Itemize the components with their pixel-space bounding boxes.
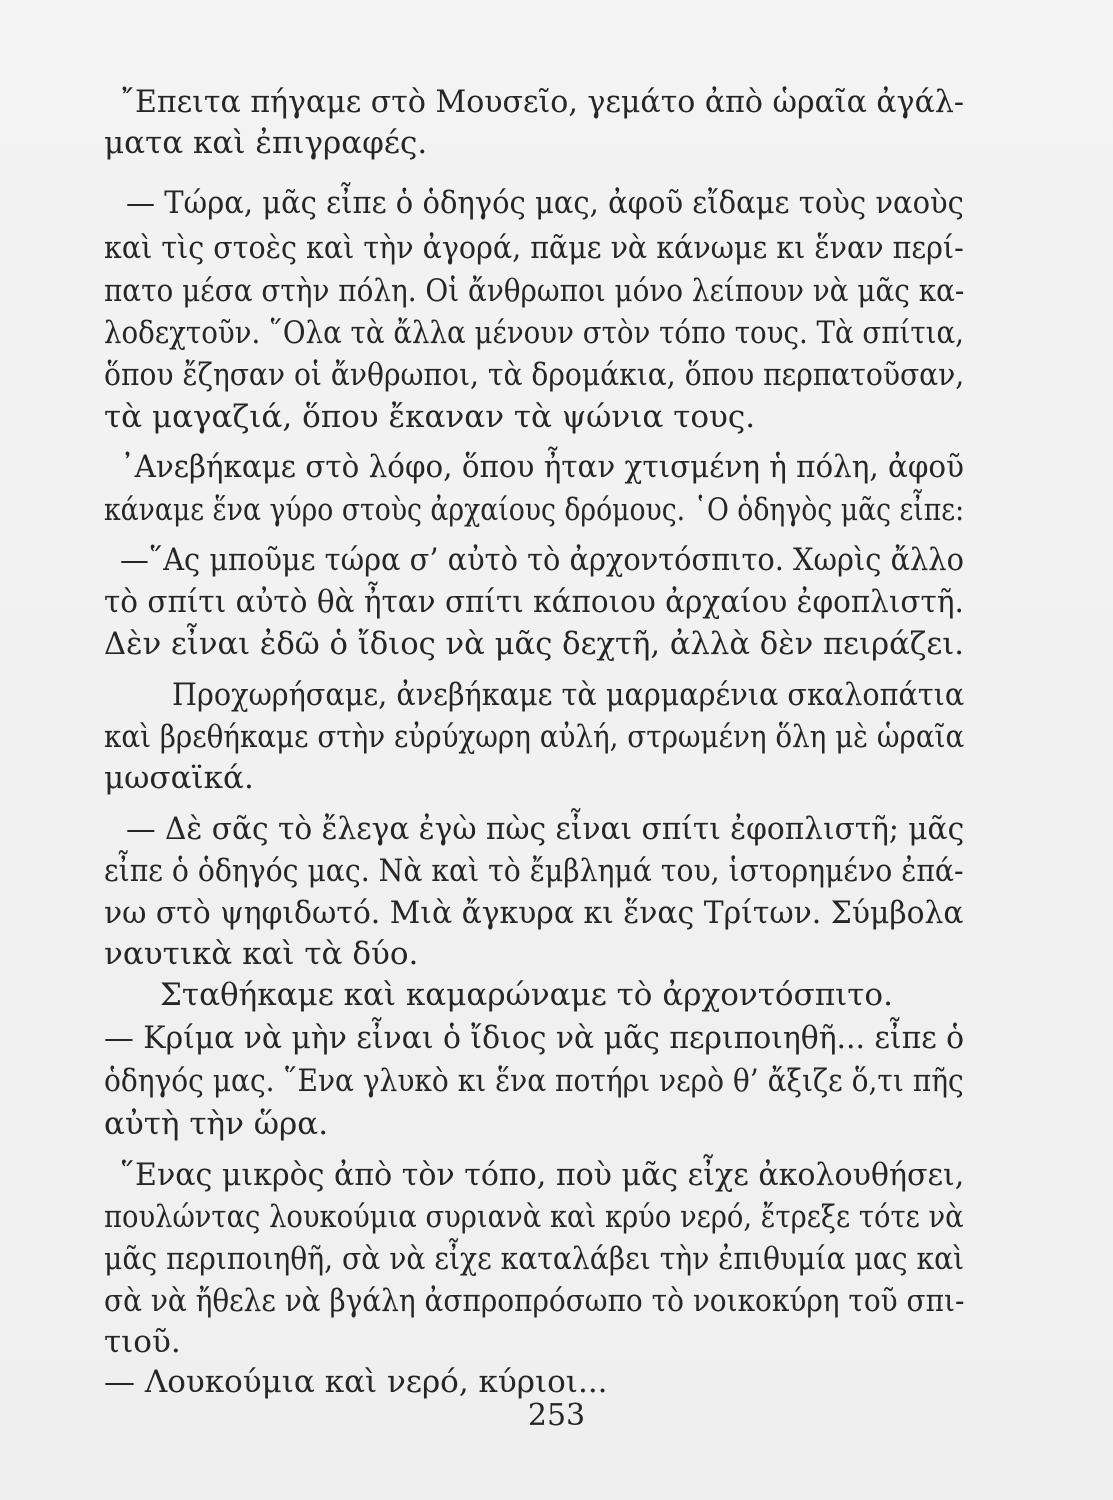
text-line: αὐτὴ τὴν ὥρα. — [104, 1106, 329, 1142]
text-line: κάναμε ἕνα γύρο στοὺς ἀρχαίους δρόμους. ῾Ο ὁδηγὸς μᾶς εἶπε: — [104, 492, 965, 528]
text-line: ὁδηγός μας. ῞Ενα γλυκὸ κι ἕνα ποτήρι νερὸ θ’ ἄξιζε ὅ,τι πῆς — [104, 1063, 964, 1099]
text-line: τὰ μαγαζιά, ὅπου ἔκαναν τὰ ψώνια τους. — [104, 399, 756, 435]
text-line: Προχωρήσαμε, ἀνεβήκαμε τὰ μαρμαρένια σκαλοπάτια — [172, 677, 965, 713]
text-line: —῞Ας μποῦμε τώρα σ’ αὐτὸ τὸ ἀρχοντόσπιτο. Χωρὶς ἄλλο — [120, 542, 964, 578]
text-line: πατο μέσα στὴν πόλη. Οἱ ἄνθρωποι μόνο λείπουν νὰ μᾶς κα- — [104, 273, 965, 309]
text-line: — Δὲ σᾶς τὸ ἔλεγα ἐγὼ πὼς εἶναι σπίτι ἐφοπλιστῆ; μᾶς — [126, 811, 965, 847]
page-number: 253 — [527, 1398, 586, 1433]
text-line: — Κρίμα νὰ μὴν εἶναι ὁ ἴδιος νὰ μᾶς περιποιηθῆ... εἶπε ὁ — [104, 1020, 965, 1056]
text-line: καὶ τὶς στοὲς καὶ τὴν ἀγορά, πᾶμε νὰ κάνωμε κι ἕναν περί- — [104, 230, 964, 266]
text-line: μᾶς περιποιηθῆ, σὰ νὰ εἶχε καταλάβει τὴν ἐπιθυμία μας καὶ — [104, 1241, 965, 1277]
text-line: ὅπου ἔζησαν οἱ ἄνθρωποι, τὰ δρομάκια, ὅπου περπατοῦσαν, — [104, 357, 965, 393]
text-line: Σταθήκαμε καὶ καμαρώναμε τὸ ἀρχοντόσπιτο. — [160, 977, 893, 1013]
text-line: καὶ βρεθήκαμε στὴν εὐρύχωρη αὐλή, στρωμένη ὅλη μὲ ὡραῖα — [104, 719, 965, 755]
text-line: λοδεχτοῦν. ῞Ολα τὰ ἄλλα μένουν στὸν τόπο τους. Τὰ σπίτια, — [104, 315, 964, 351]
text-line: σὰ νὰ ἤθελε νὰ βγάλη ἀσπροπρόσωπο τὸ νοικοκύρη τοῦ σπι- — [104, 1283, 965, 1319]
text-line: ῎Επειτα πήγαμε στὸ Μουσεῖο, γεμάτο ἀπὸ ὡραῖα ἀγάλ- — [120, 84, 965, 120]
text-line: Δὲν εἶναι ἐδῶ ὁ ἴδιος νὰ μᾶς δεχτῆ, ἀλλὰ δὲν πειράζει. — [104, 626, 965, 662]
text-line: — Λουκούμια καὶ νερό, κύριοι... — [104, 1364, 608, 1400]
text-line: ᾿Ανεβήκαμε στὸ λόφο, ὅπου ἦταν χτισμένη ἡ πόλη, ἀφοῦ — [120, 449, 964, 485]
text-line: τὸ σπίτι αὐτὸ θὰ ἦταν σπίτι κάποιου ἀρχαίου ἐφοπλιστῆ. — [104, 584, 964, 620]
text-line: — Τώρα, μᾶς εἶπε ὁ ὁδηγός μας, ἀφοῦ εἴδαμε τοὺς ναοὺς — [126, 185, 964, 221]
text-line: ῞Ενας μικρὸς ἀπὸ τὸν τόπο, ποὺ μᾶς εἶχε ἀκολουθήσει, — [120, 1157, 965, 1193]
text-line: μωσαϊκά. — [104, 760, 254, 796]
text-line: ματα καὶ ἐπιγραφές. — [104, 125, 428, 161]
text-line: νω στὸ ψηφιδωτό. Μιὰ ἄγκυρα κι ἕνας Τρίτων. Σύμβολα — [104, 895, 964, 931]
text-line: εἶπε ὁ ὁδηγός μας. Νὰ καὶ τὸ ἔμβλημά του, ἱστορημένο ἐπά- — [104, 853, 964, 889]
text-line: τιοῦ. — [104, 1324, 181, 1360]
text-line: πουλώντας λουκούμια συριανὰ καὶ κρύο νερό, ἔτρεξε τότε νὰ — [104, 1199, 964, 1235]
text-line: ναυτικὰ καὶ τὰ δύο. — [104, 936, 419, 972]
